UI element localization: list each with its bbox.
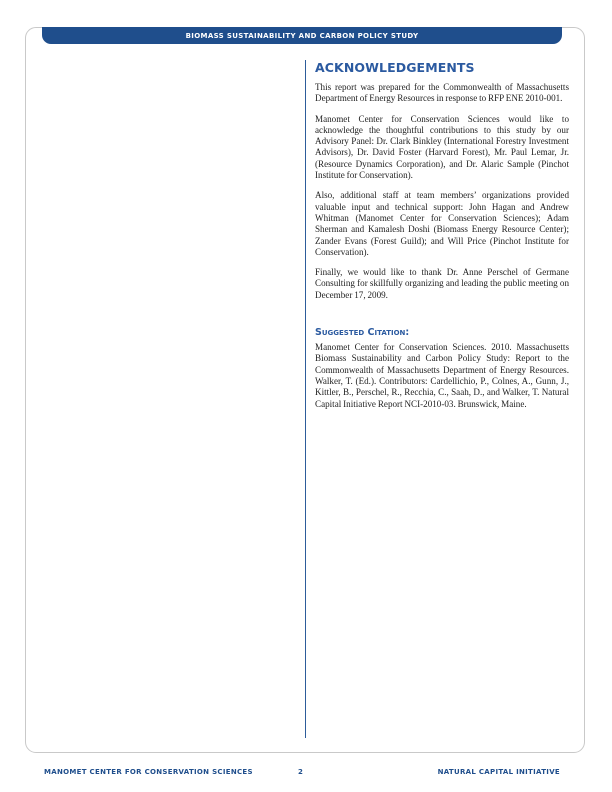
footer-initiative: NATURAL CAPITAL INITIATIVE	[437, 768, 560, 776]
header-title: BIOMASS SUSTAINABILITY AND CARBON POLICY STUDY	[185, 31, 419, 40]
page-number: 2	[298, 768, 304, 776]
footer-organization: MANOMET CENTER FOR CONSERVATION SCIENCES	[44, 768, 253, 776]
citation-text: Manomet Center for Conservation Sciences. 2010. Massachusetts Biomass Sustainability and Carbon Policy Study: Report to the Commonwealth of Massachusetts Department of Energy Resources. Walker, T. (Ed.). Contributors: Cardellichio, P., Colnes, A., Gunn, J., Kittler, B., Perschel, R., Recchia, C., Saah, D., and Walker, T. Natural Capital Initiative Report NCI-2010-03. Brunswick, Maine.	[315, 342, 569, 409]
header-band	[42, 27, 562, 44]
citation-heading: Suggested Citation:	[315, 327, 410, 339]
right-column	[315, 60, 569, 419]
acknowledgements-paragraph: Also, additional staff at team members’ organizations provided valuable input and technical support: John Hagan and Andrew Whitman (Manomet Center for Conservation Sciences); Adam Sherman and Kamalesh Doshi (Biomass Energy Resource Center); Zander Evans (Forest Guild); and Will Price (Pinchot Institute for Conservation).	[315, 190, 569, 257]
acknowledgements-heading: ACKNOWLEDGEMENTS	[315, 60, 475, 75]
acknowledgements-paragraph: Finally, we would like to thank Dr. Anne Perschel of Germane Consulting for skillfully organizing and leading the public meeting on December 17, 2009.	[315, 267, 569, 300]
column-divider	[305, 60, 306, 738]
acknowledgements-paragraph: Manomet Center for Conservation Sciences would like to acknowledge the thoughtful contributions to this study by our Advisory Panel: Dr. Clark Binkley (International Forestry Investment Advisors), Dr. David Foster (Harvard Forest), Mr. Paul Lemar, Jr. (Resource Dynamics Corporation), and Dr. Alaric Sample (Pinchot Institute for Conservation).	[315, 113, 569, 181]
acknowledgements-paragraph: This report was prepared for the Commonwealth of Massachusetts Department of Energy Resources in response to RFP ENE 2010-001.	[315, 82, 569, 104]
